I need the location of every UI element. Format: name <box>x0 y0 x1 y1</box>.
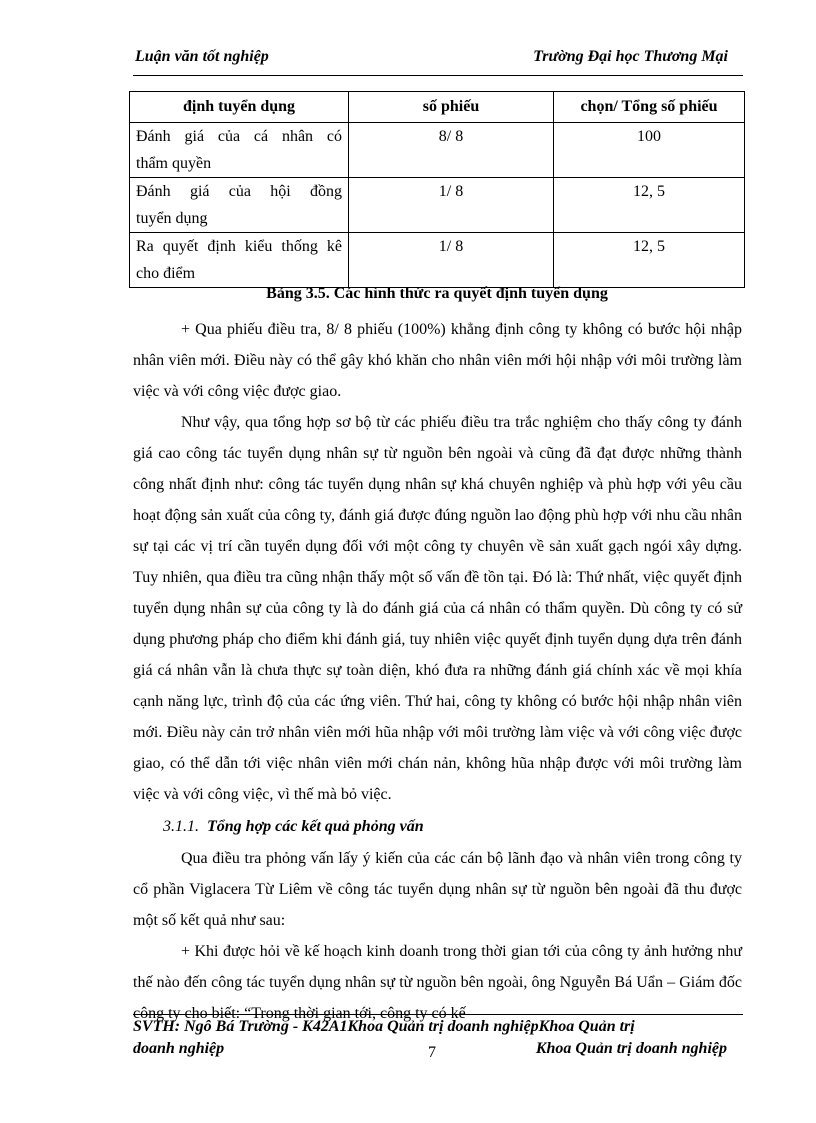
table-cell-votes: 1/ 8 <box>349 233 554 288</box>
header-university: Trường Đại học Thương Mại <box>533 48 728 65</box>
cell-line: tuyển dụng <box>136 210 208 227</box>
table-cell-method <box>130 178 349 233</box>
header-rule <box>133 75 743 76</box>
footer-rule <box>133 1014 743 1015</box>
section-heading <box>133 810 742 843</box>
table-row <box>130 233 745 288</box>
table-cell-votes: 8/ 8 <box>349 123 554 178</box>
decision-methods-table <box>129 91 745 288</box>
footer-dept-left: doanh nghiệp <box>133 1040 225 1057</box>
table-cell-percent: 100 <box>554 123 745 178</box>
table-cell-percent: 12, 5 <box>554 233 745 288</box>
page-number: 7 <box>428 1044 436 1061</box>
table-cell-method <box>130 123 349 178</box>
footer-row <box>133 1038 743 1062</box>
table-cell-votes: 1/ 8 <box>349 178 554 233</box>
table-cell-method <box>130 233 349 288</box>
cell-line: cho điểm <box>136 265 196 282</box>
table-row <box>130 123 745 178</box>
paragraph: + Khi được hỏi về kế hoạch kinh doanh trong thời gian tới của công ty ảnh hưởng như thế nào đến công tác tuyển dụng nhân sự từ nguồn bên ngoài, ông Nguyễn Bá Uẩn – Giám đốc công ty cho biết: “Trong thời gian tới, công ty có kế <box>133 943 742 1022</box>
paragraph: Như vậy, qua tổng hợp sơ bộ từ các phiếu điều tra trắc nghiệm cho thấy công ty đánh giá cao công tác tuyển dụng nhân sự từ nguồn bên ngoài và cũng đã đạt được những thành công nhất định như: công tác tuyển dụng nhân sự khá chuyên nghiệp và phù hợp với yêu cầu hoạt động sản xuất của công ty, đánh giá được đúng nguồn lao động phù hợp với nhu cầu nhân sự tại các vị trí cần tuyển dụng đối với một công ty chuyên về sản xuất gạch ngói xây dựng. Tuy nhiên, qua điều tra cũng nhận thấy một số vấn đề tồn tại. Đó là: Thứ nhất, việc quyết định tuyển dụng nhân sự của công ty là do đánh giá của cá nhân có thẩm quyền. Dù công ty có sử dụng phương pháp cho điểm khi đánh giá, tuy nhiên việc quyết định tuyển dụng dựa trên đánh giá cá nhân vẫn là chưa thực sự toàn diện, khó đưa ra những đánh giá chính xác về mọi khía cạnh năng lực, trình độ của các ứng viên. Thứ hai, công ty không có bước hội nhập nhân viên mới. Điều này cản trở nhân viên mới hũa nhập với môi trường làm việc và với công việc được giao, có thể dẫn tới việc nhân viên mới chán nản, không hũa nhập được với môi trường làm việc và với công việc, vì thế mà bỏ việc. <box>133 414 742 803</box>
body-text <box>133 314 742 1029</box>
header-thesis-title: Luận văn tốt nghiệp <box>135 48 269 65</box>
cell-line: Đánh giá của hội đồng <box>136 183 342 200</box>
table-caption: Bảng 3.5. Các hình thức ra quyết định tuyển dụng <box>266 285 608 302</box>
cell-line: Ra quyết định kiểu thống kê <box>136 238 342 255</box>
footer-dept-right: Khoa Quản trị doanh nghiệp <box>535 1040 727 1057</box>
section-number: 3.1.1. <box>163 818 199 835</box>
table-header-cell: chọn/ Tổng số phiếu <box>554 92 745 123</box>
paragraph: Qua điều tra phỏng vấn lấy ý kiến của các cán bộ lãnh đạo và nhân viên trong công ty cổ phần Viglacera Từ Liêm về công tác tuyển dụng nhân sự từ nguồn bên ngoài đã thu được một số kết quả như sau: <box>133 850 742 929</box>
table-header-cell: định tuyển dụng <box>130 92 349 123</box>
paragraph: + Qua phiếu điều tra, 8/ 8 phiếu (100%) khẳng định công ty không có bước hội nhập nhân viên mới. Điều này có thể gây khó khăn cho nhân viên mới hội nhập với môi trường làm việc và với công việc được giao. <box>133 321 742 400</box>
page-header <box>133 48 728 70</box>
section-title: Tổng hợp các kết quả phỏng vấn <box>207 818 424 835</box>
cell-line: thẩm quyền <box>136 155 212 172</box>
table-header-row <box>130 92 745 123</box>
cell-line: Đánh giá của cá nhân có <box>136 128 342 145</box>
table-row <box>130 178 745 233</box>
table-cell-percent: 12, 5 <box>554 178 745 233</box>
page-footer <box>133 1016 743 1062</box>
table-header-cell: số phiếu <box>349 92 554 123</box>
footer-author: SVTH: Ngô Bá Trường - K42A1Khoa Quản trị doanh nghiệpKhoa Quản trị <box>133 1018 635 1035</box>
